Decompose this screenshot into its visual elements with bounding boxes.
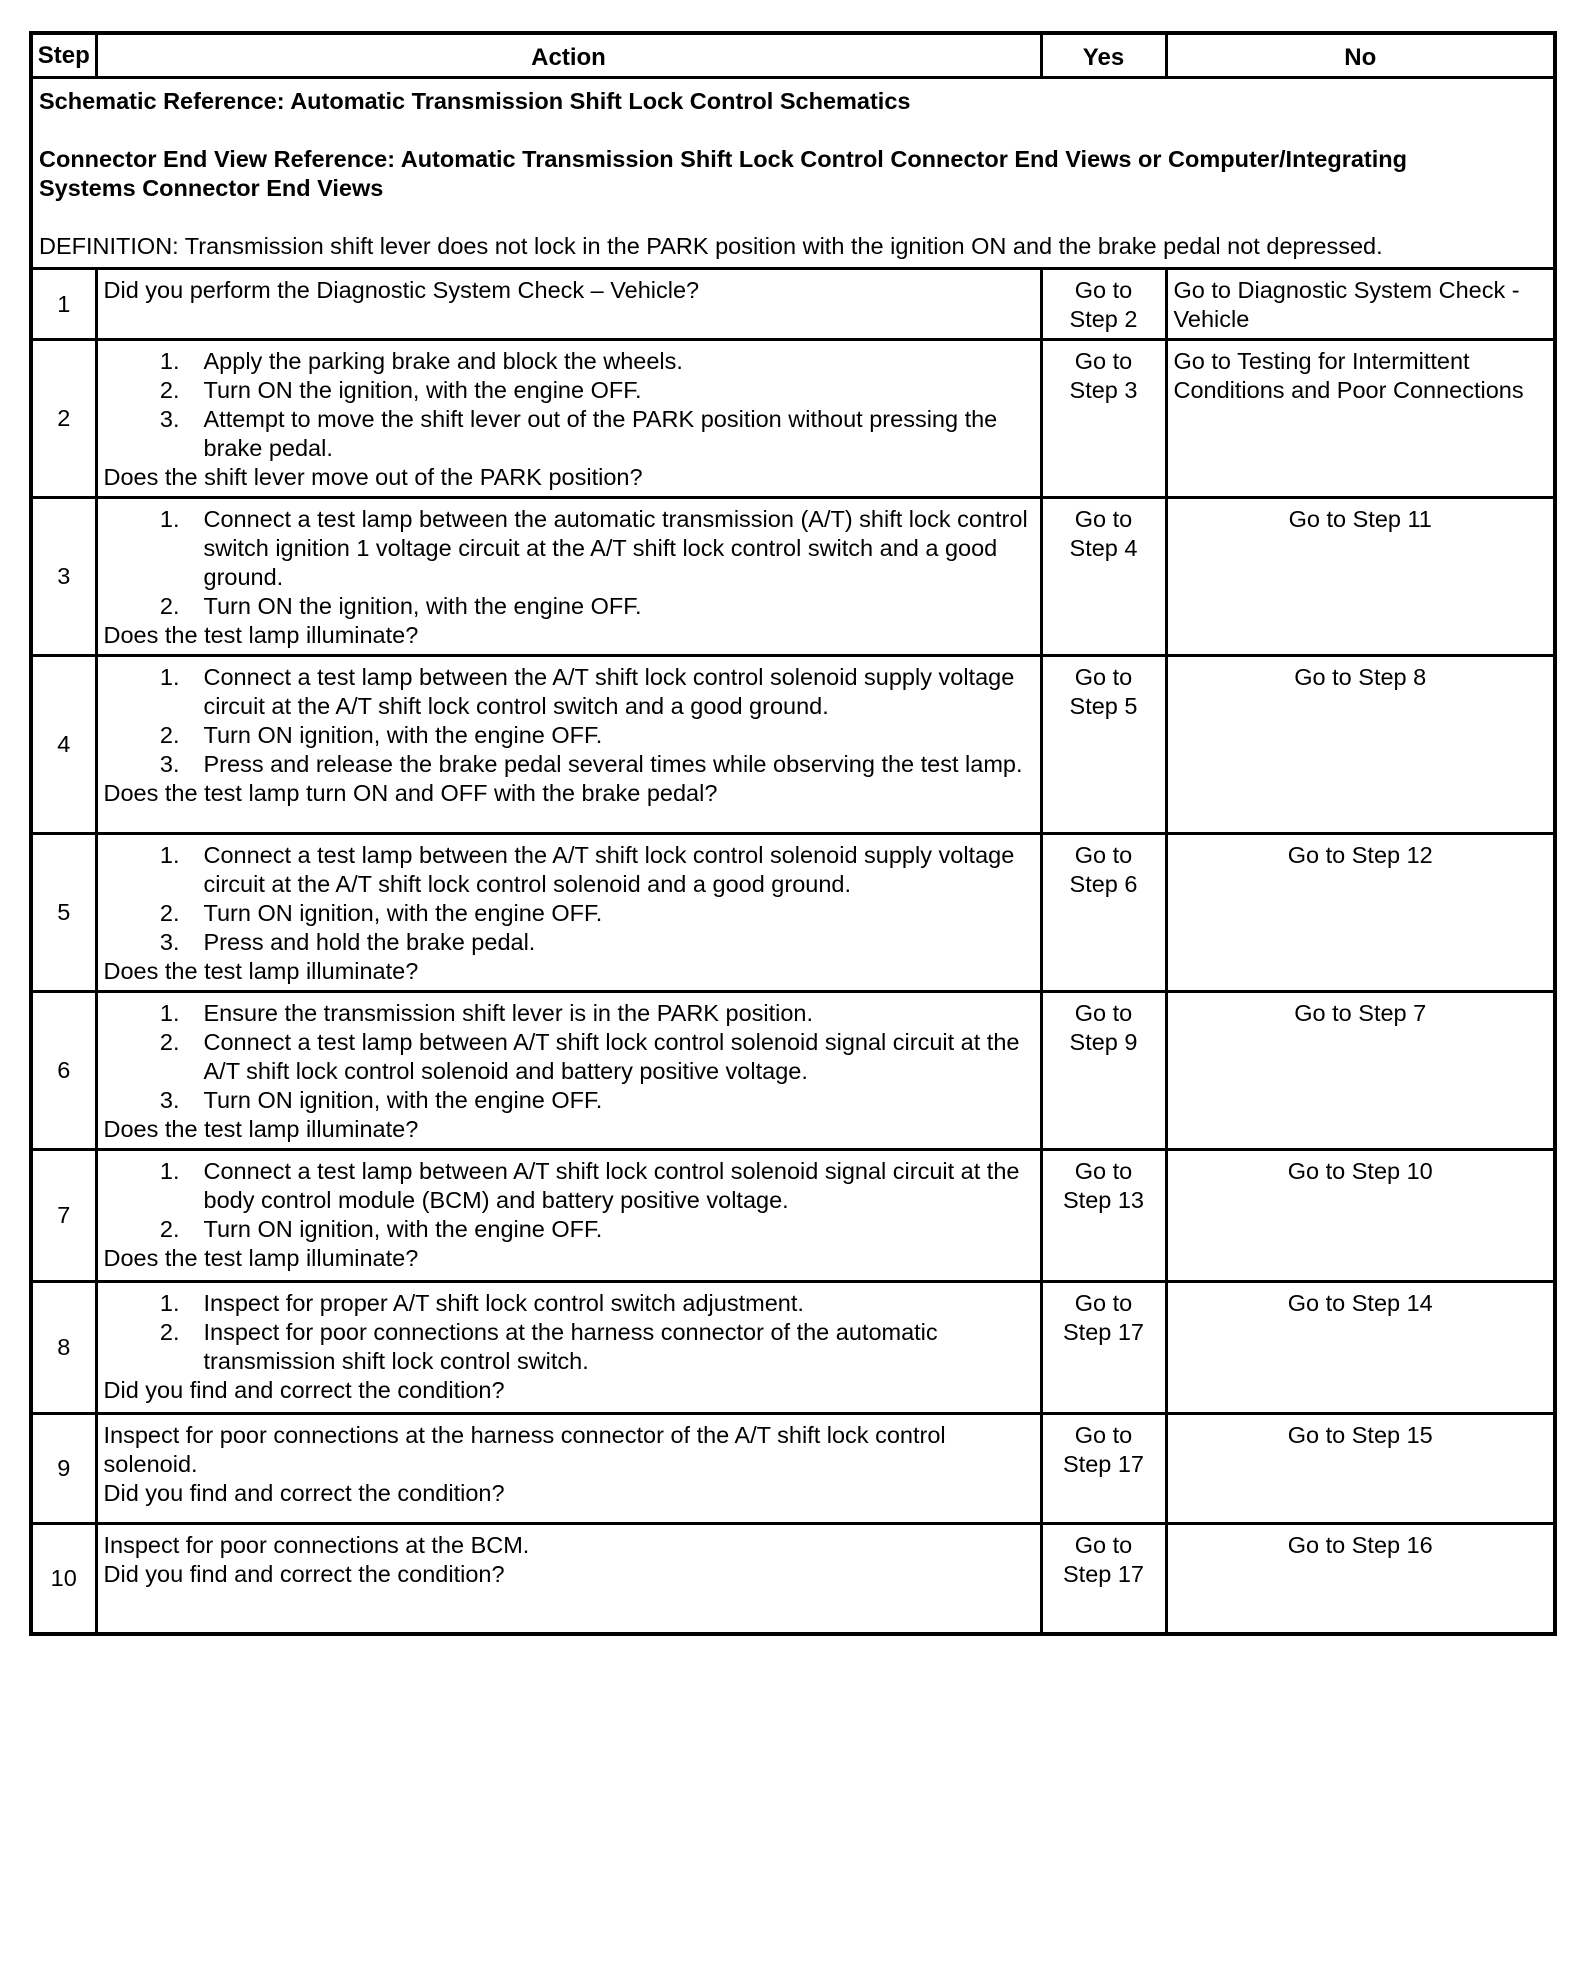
action-item: 2. Inspect for poor connections at the harness connector of the automatic transmission shift lock control switch.: [159, 1319, 938, 1374]
schematic-reference: Schematic Reference: Automatic Transmission Shift Lock Control Schematics: [39, 88, 911, 114]
reference-cell: [31, 78, 1555, 269]
table-row: [31, 1524, 1555, 1634]
action-list: [104, 1157, 1034, 1244]
no-result: Go to Step 11: [1288, 506, 1432, 532]
action-item: 3. Attempt to move the shift lever out of the PARK position without pressing the brake pedal.: [159, 406, 998, 461]
action-item: 2. Turn ON ignition, with the engine OFF.: [159, 1216, 603, 1242]
yes-step: Step 13: [1062, 1187, 1144, 1213]
action-item: 2. Turn ON ignition, with the engine OFF.: [159, 722, 603, 748]
yes-step: Step 2: [1069, 306, 1138, 332]
yes-cell: [1041, 1524, 1166, 1634]
question-text: Does the test lamp illuminate?: [103, 1245, 419, 1271]
no-result: Go to Step 14: [1287, 1290, 1433, 1316]
question-text: Does the shift lever move out of the PARK position?: [103, 464, 643, 490]
action-cell: [96, 269, 1041, 340]
yes-step: Step 17: [1062, 1319, 1144, 1345]
no-cell: [1166, 1414, 1555, 1524]
question-text: Did you find and correct the condition?: [103, 1480, 505, 1506]
yes-cell: [1041, 1414, 1166, 1524]
yes-step: Step 6: [1069, 871, 1138, 897]
table-row: [31, 834, 1555, 992]
table-row: [31, 992, 1555, 1150]
action-item: 3. Press and release the brake pedal several times while observing the test lamp.: [159, 751, 1023, 777]
action-item: 1. Connect a test lamp between the A/T shift lock control solenoid supply voltage circuit at the A/T shift lock control switch and a good ground.: [159, 664, 1015, 719]
step-number: 9: [31, 1414, 96, 1524]
no-result: Go to Diagnostic System Check - Vehicle: [1173, 277, 1520, 332]
step-number: 2: [31, 340, 96, 498]
yes-step: Step 17: [1062, 1561, 1144, 1587]
question-text: Did you find and correct the condition?: [103, 1377, 505, 1403]
step-number: 6: [31, 992, 96, 1150]
no-cell: [1166, 656, 1555, 834]
header-step: Step: [31, 33, 96, 78]
yes-goto: Go to: [1074, 506, 1133, 532]
question-text: Did you find and correct the condition?: [103, 1561, 505, 1587]
action-text: Inspect for poor connections at the BCM.: [103, 1532, 530, 1558]
no-result: Go to Step 16: [1287, 1532, 1433, 1558]
table-row: [31, 340, 1555, 498]
yes-cell: [1041, 498, 1166, 656]
action-list: [104, 347, 1034, 463]
yes-goto: Go to: [1074, 277, 1133, 303]
header-no: No: [1166, 33, 1555, 78]
yes-goto: Go to: [1074, 1158, 1133, 1184]
no-result: Go to Step 7: [1294, 1000, 1427, 1026]
yes-step: Step 4: [1069, 535, 1138, 561]
action-list: [104, 663, 1034, 779]
no-cell: [1166, 269, 1555, 340]
step-number: 8: [31, 1282, 96, 1414]
no-result: Go to Testing for Intermittent Conditions and Poor Connections: [1173, 348, 1524, 403]
action-cell: [96, 1282, 1041, 1414]
action-cell: [96, 992, 1041, 1150]
action-cell: [96, 498, 1041, 656]
table-row: [31, 498, 1555, 656]
step-number: 5: [31, 834, 96, 992]
question-text: Does the test lamp turn ON and OFF with the brake pedal?: [103, 780, 718, 806]
no-result: Go to Step 8: [1294, 664, 1427, 690]
table-row: [31, 1414, 1555, 1524]
yes-step: Step 3: [1069, 377, 1138, 403]
step-number: 4: [31, 656, 96, 834]
yes-step: Step 17: [1062, 1451, 1144, 1477]
no-cell: [1166, 340, 1555, 498]
table-row: [31, 269, 1555, 340]
header-yes: Yes: [1041, 33, 1166, 78]
step-number: 10: [31, 1524, 96, 1634]
connector-reference-line1: Connector End View Reference: Automatic Transmission Shift Lock Control Connector End Views or Computer/Integrating: [39, 146, 1407, 172]
step-number: 7: [31, 1150, 96, 1282]
action-item: 2. Turn ON the ignition, with the engine OFF.: [159, 593, 642, 619]
yes-cell: [1041, 1282, 1166, 1414]
no-cell: [1166, 1524, 1555, 1634]
yes-step: Step 5: [1069, 693, 1138, 719]
yes-goto: Go to: [1074, 1422, 1133, 1448]
no-cell: [1166, 834, 1555, 992]
action-cell: [96, 1524, 1041, 1634]
question-text: Does the test lamp illuminate?: [103, 1116, 419, 1142]
action-item: 1. Connect a test lamp between the A/T shift lock control solenoid supply voltage circuit at the A/T shift lock control solenoid and a good ground.: [159, 842, 1015, 897]
yes-cell: [1041, 340, 1166, 498]
no-result: Go to Step 15: [1287, 1422, 1433, 1448]
yes-goto: Go to: [1074, 1290, 1133, 1316]
action-item: 1. Inspect for proper A/T shift lock control switch adjustment.: [159, 1290, 804, 1316]
action-cell: [96, 834, 1041, 992]
yes-goto: Go to: [1074, 1000, 1133, 1026]
yes-cell: [1041, 1150, 1166, 1282]
action-item: 2. Turn ON ignition, with the engine OFF.: [159, 900, 603, 926]
action-item: 3. Press and hold the brake pedal.: [159, 929, 536, 955]
yes-cell: [1041, 656, 1166, 834]
yes-cell: [1041, 834, 1166, 992]
definition-text: DEFINITION: Transmission shift lever does not lock in the PARK position with the ignition ON and the brake pedal not depressed.: [39, 233, 1383, 259]
action-text: Inspect for poor connections at the harness connector of the A/T shift lock control solenoid.: [103, 1422, 946, 1477]
step-number: 3: [31, 498, 96, 656]
no-result: Go to Step 10: [1287, 1158, 1433, 1184]
action-item: 3. Turn ON ignition, with the engine OFF.: [159, 1087, 603, 1113]
yes-goto: Go to: [1074, 348, 1133, 374]
reference-row: [31, 78, 1555, 269]
no-cell: [1166, 992, 1555, 1150]
action-item: 1. Connect a test lamp between A/T shift lock control solenoid signal circuit at the body control module (BCM) and battery positive voltage.: [159, 1158, 1020, 1213]
action-item: 1. Apply the parking brake and block the wheels.: [159, 348, 683, 374]
table-row: [31, 1150, 1555, 1282]
no-cell: [1166, 1282, 1555, 1414]
header-row: [31, 33, 1555, 78]
action-cell: [96, 1414, 1041, 1524]
action-item: 2. Turn ON the ignition, with the engine OFF.: [159, 377, 642, 403]
yes-goto: Go to: [1074, 842, 1133, 868]
action-item: 2. Connect a test lamp between A/T shift lock control solenoid signal circuit at the A/T shift lock control solenoid and battery positive voltage.: [159, 1029, 1020, 1084]
action-cell: [96, 1150, 1041, 1282]
yes-goto: Go to: [1074, 664, 1133, 690]
no-cell: [1166, 498, 1555, 656]
action-cell: [96, 656, 1041, 834]
action-list: [104, 1289, 1034, 1376]
action-list: [104, 999, 1034, 1115]
table-row: [31, 656, 1555, 834]
yes-step: Step 9: [1069, 1029, 1138, 1055]
no-cell: [1166, 1150, 1555, 1282]
action-item: 1. Ensure the transmission shift lever is in the PARK position.: [159, 1000, 814, 1026]
action-list: [104, 841, 1034, 957]
yes-cell: [1041, 992, 1166, 1150]
no-result: Go to Step 12: [1287, 842, 1433, 868]
header-action: Action: [96, 33, 1041, 78]
action-cell: [96, 340, 1041, 498]
action-item: 1. Connect a test lamp between the automatic transmission (A/T) shift lock control switch ignition 1 voltage circuit at the A/T shift lock control switch and a good ground.: [159, 506, 1028, 590]
step-number: 1: [31, 269, 96, 340]
yes-goto: Go to: [1074, 1532, 1133, 1558]
connector-reference-line2: Systems Connector End Views: [39, 175, 384, 201]
question-text: Does the test lamp illuminate?: [103, 958, 419, 984]
question-text: Does the test lamp illuminate?: [103, 622, 419, 648]
table-row: [31, 1282, 1555, 1414]
diagnostic-table: [29, 31, 1557, 1636]
action-list: [104, 505, 1034, 621]
question-text: Did you perform the Diagnostic System Check – Vehicle?: [103, 277, 700, 303]
yes-cell: [1041, 269, 1166, 340]
